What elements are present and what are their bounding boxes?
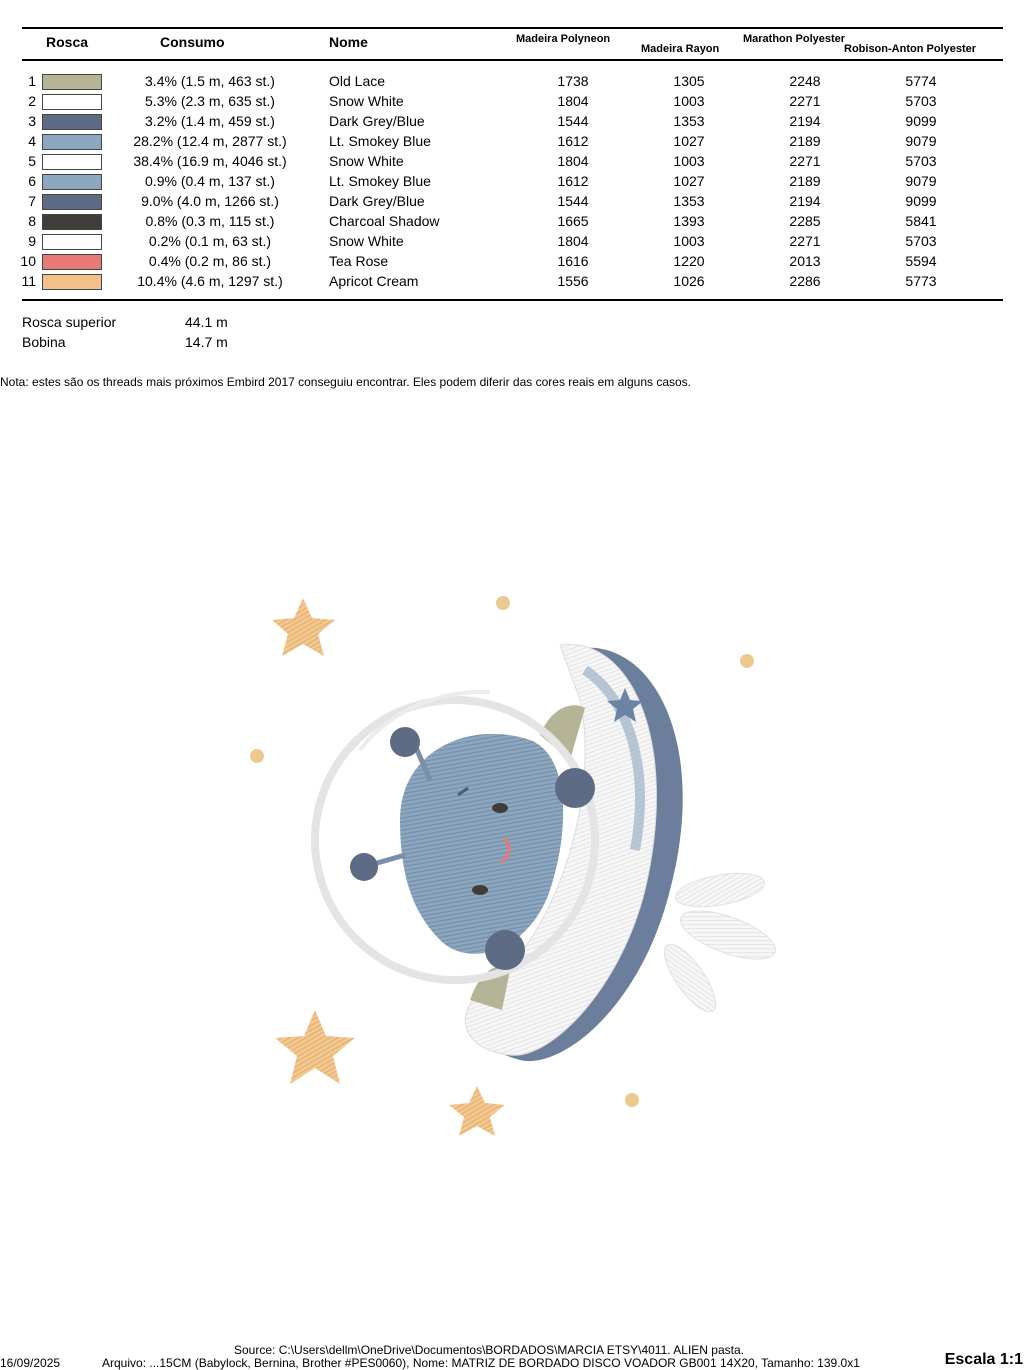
robison-anton-cell: 9099 [905,193,937,209]
marathon-cell: 2194 [789,193,821,209]
thread-name-cell: Snow White [329,233,404,249]
header-robison-anton: Robison-Anton Polyester [844,43,977,55]
bobbin-value: 14.7 m [185,334,228,350]
dot-3 [250,749,264,763]
thread-name-cell: Dark Grey/Blue [329,193,425,209]
thread-number: 2 [28,93,36,109]
thread-name-cell: Charcoal Shadow [329,213,440,229]
thread-name-cell: Dark Grey/Blue [329,113,425,129]
ufo-alien-design-image [240,590,780,1150]
alien-ear-bottom [485,930,525,970]
color-swatch [42,114,102,130]
dot-1 [496,596,510,610]
alien-eye-2 [472,885,488,895]
alien-ear-right [555,768,595,808]
marathon-cell: 2248 [789,73,821,89]
color-swatch [42,194,102,210]
madeira-rayon-cell: 1027 [673,173,705,189]
header-madeira-rayon: Madeira Rayon [641,43,720,55]
header-consumption: Consumo [160,34,225,50]
star-bottom-center [449,1086,505,1136]
madeira-rayon-cell: 1003 [673,153,705,169]
table-row [0,232,1024,252]
marathon-cell: 2286 [789,273,821,289]
table-bottom-rule [22,299,1003,301]
madeira-rayon-cell: 1353 [673,193,705,209]
thread-number: 1 [28,73,36,89]
thread-name-cell: Snow White [329,153,404,169]
top-thread-value: 44.1 m [185,314,228,330]
table-row [0,132,1024,152]
madeira-polyneon-cell: 1556 [557,273,589,289]
consumption-cell: 0.4% (0.2 m, 86 st.) [148,253,272,269]
footer-scale: Escala 1:1 [944,1351,1023,1368]
madeira-polyneon-cell: 1612 [557,173,589,189]
color-swatch [42,154,102,170]
table-row [0,212,1024,232]
footer-date: 16/09/2025 [0,1356,61,1370]
alien-eye-1 [492,803,508,813]
table-row [0,72,1024,92]
header-madeira-polyneon: Madeira Polyneon [516,33,611,45]
thread-number: 5 [28,153,36,169]
thread-number: 6 [28,173,36,189]
madeira-rayon-cell: 1027 [673,133,705,149]
marathon-cell: 2271 [789,153,821,169]
thread-number: 7 [28,193,36,209]
madeira-polyneon-cell: 1804 [557,93,589,109]
color-swatch [42,74,102,90]
bobbin-label: Bobina [22,334,66,350]
color-swatch [42,274,102,290]
madeira-polyneon-cell: 1738 [557,73,589,89]
thread-name-cell: Lt. Smokey Blue [329,133,431,149]
madeira-polyneon-cell: 1804 [557,233,589,249]
color-swatch [42,214,102,230]
table-row [0,272,1024,292]
thread-name-cell: Snow White [329,93,404,109]
robison-anton-cell: 9079 [905,173,937,189]
color-swatch [42,234,102,250]
madeira-rayon-cell: 1026 [673,273,705,289]
marathon-cell: 2189 [789,173,821,189]
thread-name-cell: Apricot Cream [329,273,419,289]
consumption-cell: 3.2% (1.4 m, 459 st.) [145,113,275,129]
consumption-cell: 0.9% (0.4 m, 137 st.) [145,173,275,189]
marathon-cell: 2271 [789,233,821,249]
madeira-polyneon-cell: 1665 [557,213,589,229]
robison-anton-cell: 9079 [905,133,937,149]
robison-anton-cell: 5773 [905,273,937,289]
robison-anton-cell: 5774 [905,73,937,89]
madeira-polyneon-cell: 1612 [557,133,589,149]
robison-anton-cell: 5703 [905,93,937,109]
madeira-rayon-cell: 1220 [673,253,705,269]
color-swatch [42,254,102,270]
thread-number: 4 [28,133,36,149]
marathon-cell: 2271 [789,93,821,109]
madeira-rayon-cell: 1003 [673,93,705,109]
robison-anton-cell: 5594 [905,253,937,269]
disclaimer-note: Nota: estes são os threads mais próximos Embird 2017 conseguiu encontrar. Eles podem diferir das cores reais em alguns casos. [0,375,692,389]
marathon-cell: 2194 [789,113,821,129]
table-row [0,172,1024,192]
header-bottom-rule [22,59,1003,61]
header-name: Nome [329,34,368,50]
table-row [0,252,1024,272]
thread-number: 3 [28,113,36,129]
color-swatch [42,94,102,110]
thread-number: 11 [21,273,36,289]
madeira-polyneon-cell: 1544 [557,193,589,209]
robison-anton-cell: 5703 [905,153,937,169]
marathon-cell: 2189 [789,133,821,149]
robison-anton-cell: 5841 [905,213,937,229]
table-row [0,152,1024,172]
consumption-cell: 0.2% (0.1 m, 63 st.) [148,233,272,249]
thread-name-cell: Lt. Smokey Blue [329,173,431,189]
dot-4 [625,1093,639,1107]
dot-2 [740,654,754,668]
table-row [0,192,1024,212]
madeira-rayon-cell: 1393 [673,213,705,229]
table-top-rule [22,27,1003,29]
madeira-rayon-cell: 1305 [673,73,705,89]
thread-name-cell: Tea Rose [329,253,389,269]
thread-number: 9 [28,233,36,249]
thread-name-cell: Old Lace [329,73,386,89]
consumption-cell: 38.4% (16.9 m, 4046 st.) [133,153,287,169]
madeira-rayon-cell: 1003 [673,233,705,249]
madeira-polyneon-cell: 1616 [557,253,589,269]
footer-file: Arquivo: ...15CM (Babylock, Bernina, Brother #PES0060), Nome: MATRIZ DE BORDADO DISCO VOADOR GB001 14X20, Tamanho: 139.0x1 [102,1356,860,1370]
madeira-polyneon-cell: 1804 [557,153,589,169]
table-row [0,112,1024,132]
consumption-cell: 3.4% (1.5 m, 463 st.) [145,73,275,89]
robison-anton-cell: 5703 [905,233,937,249]
consumption-cell: 10.4% (4.6 m, 1297 st.) [137,273,283,289]
madeira-polyneon-cell: 1544 [557,113,589,129]
table-row [0,92,1024,112]
color-swatch [42,174,102,190]
top-thread-label: Rosca superior [22,314,117,330]
header-thread: Rosca [46,34,89,50]
robison-anton-cell: 9099 [905,113,937,129]
thread-number: 8 [28,213,36,229]
footer-source: Source: C:\Users\dellm\OneDrive\Documentos\BORDADOS\MARCIA ETSY\4011. ALIEN pasta. [234,1343,744,1357]
marathon-cell: 2013 [789,253,821,269]
marathon-cell: 2285 [789,213,821,229]
consumption-cell: 5.3% (2.3 m, 635 st.) [145,93,275,109]
consumption-cell: 9.0% (4.0 m, 1266 st.) [141,193,279,209]
consumption-cell: 28.2% (12.4 m, 2877 st.) [133,133,287,149]
consumption-cell: 0.8% (0.3 m, 115 st.) [145,213,275,229]
color-swatch [42,134,102,150]
madeira-rayon-cell: 1353 [673,113,705,129]
star-bottom-left [275,1010,355,1084]
header-marathon: Marathon Polyester [743,33,846,45]
thread-number: 10 [20,253,36,269]
star-top-left [272,598,335,656]
